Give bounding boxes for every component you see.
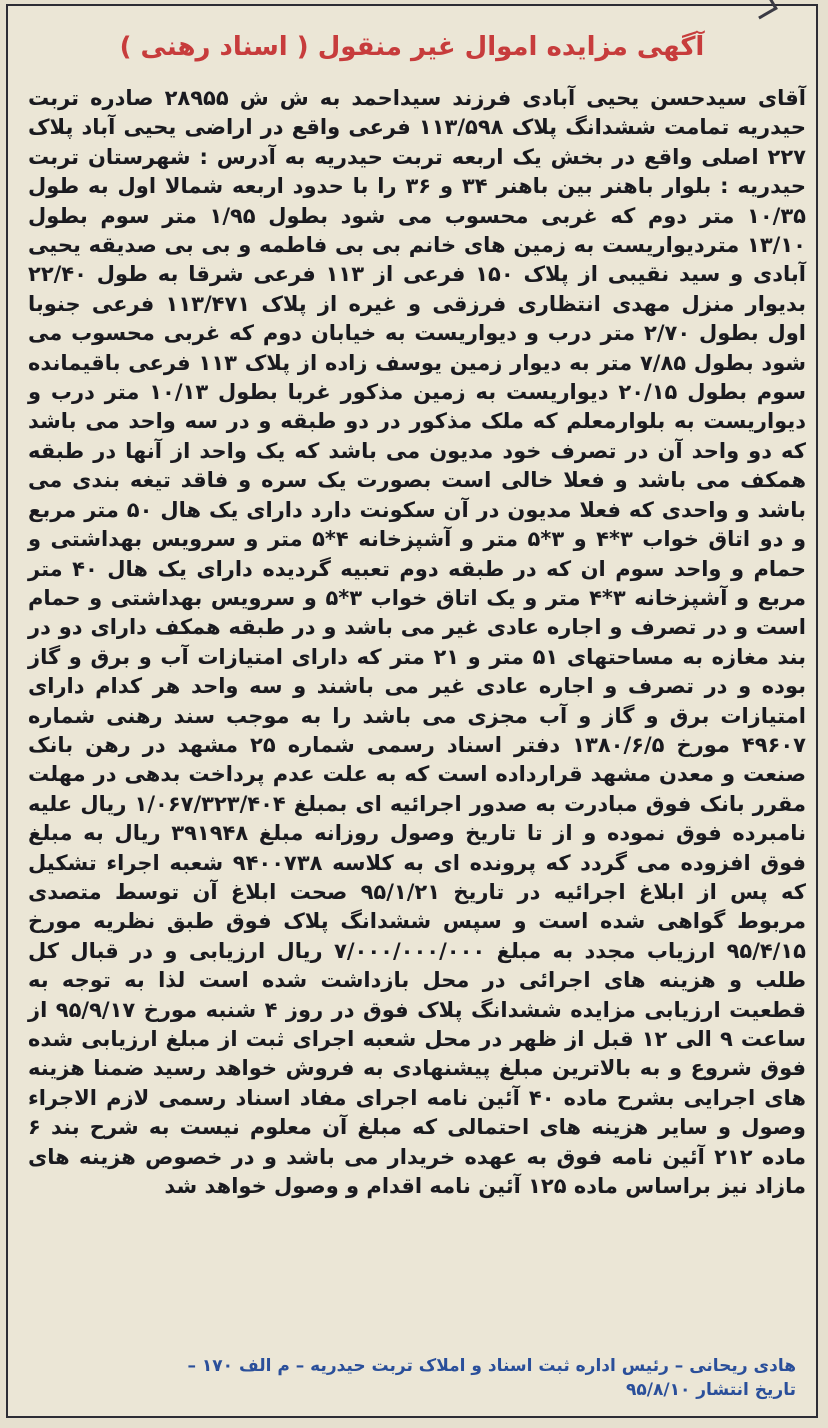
publish-date: تاریخ انتشار ۹۵/۸/۱۰ (626, 1380, 796, 1400)
notice-title: آگهی مزایده اموال غیر منقول ( اسناد رهنی ) (119, 32, 705, 62)
signature-line: هادی ریحانی – رئیس اداره ثبت اسناد و املاک تربت حیدریه – م الف ۱۷۰ – (187, 1356, 796, 1376)
newspaper-clipping (6, 4, 818, 1418)
corner-pen-mark (753, 0, 778, 19)
notice-body: آقای سیدحسن یحیی آبادی فرزند سیداحمد به ش ش ۲۸۹۵۵ صادره تربت حیدریه تمامت ششدانگ پلاک ۱۱۳/۵۹۸ فرعی واقع در اراضی یحیی آباد پلاک ۲۲۷ اصلی واقع در بخش یک اربعه تربت حیدریه به آدرس : شهرستان تربت حیدریه : بلوار باهنر بین باهنر ۳۴ و ۳۶ را با حدود اربعه شمالا اول به طول ۱۰/۳۵ متر دوم که غربی محسوب می شود بطول ۱/۹۵ متر سوم بطول ۱۳/۱۰ متردیواریست به زمین های خانم بی بی فاطمه و بی بی صدیقه یحیی آبادی و سید نقیبی از پلاک ۱۵۰ فرعی از ۱۱۳ فرعی شرقا به طول ۲۲/۴۰ بدیوار منزل مهدی انتظاری فرزقی و غیره از پلاک ۱۱۳/۴۷۱ فرعی جنوبا اول بطول ۲/۷۰ متر درب و دیواریست به خیابان دوم که غربی محسوب می شود بطول ۷/۸۵ متر به دیوار زمین یوسف زاده از پلاک ۱۱۳ فرعی باقیمانده سوم بطول ۲۰/۱۵ دیواریست به زمین مذکور غربا بطول ۱۰/۱۳ متر درب و دیواریست به بلوارمعلم که ملک مذکور در دو طبقه و در سه واحد می باشد که دو واحد آن در تصرف خود مدیون می باشد که یک واحد از آنها در طبقه همکف می باشد و فعلا خالی است بصورت یک سره و فاقد تیغه بندی می باشد و واحدی که فعلا مدیون در آن سکونت دارد دارای یک هال ۵۰ متر مربع و دو اتاق خواب ۳*۴ و ۳*۵ متر و آشپزخانه ۴*۵ متر و سرویس بهداشتی و حمام و واحد سوم ان که در طبقه دوم تعبیه گردیده دارای یک هال ۴۰ متر مربع و آشپزخانه ۳*۴ متر و یک اتاق خواب ۳*۵ و سرویس بهداشتی و حمام است و در تصرف و اجاره عادی غیر می باشد و در طبقه همکف دارای دو در بند مغازه به مساحتهای ۵۱ متر و ۲۱ متر که دارای امتیازات آب و برق و گاز بوده و در تصرف و اجاره عادی غیر می باشند و سه واحد هر کدام دارای امتیازات برق و گاز و آب مجزی می باشد را به موجب سند رهنی شماره ۴۹۶۰۷ مورخ ۱۳۸۰/۶/۵ دفتر اسناد رسمی شماره ۲۵ مشهد در رهن بانک صنعت و معدن مشهد قرارداده است که به علت عدم پرداخت بدهی در مهلت مقرر بانک فوق مبادرت به صدور اجرائیه ای بمبلغ ۱/۰۶۷/۳۲۳/۴۰۴ ریال علیه نامبرده فوق نموده و از تا تاریخ وصول روزانه مبلغ ۳۹۱۹۴۸ ریال به مبلغ فوق افزوده می گردد که پرونده ای به کلاسه ۹۴۰۰۷۳۸ شعبه اجراء تشکیل که پس از ابلاغ اجرائیه در تاریخ ۹۵/۱/۲۱ صحت ابلاغ آن توسط متصدی مربوط گواهی شده است و سپس ششدانگ پلاک فوق طبق نظریه مورخ ۹۵/۴/۱۵ ارزیاب مجدد به مبلغ ۷/۰۰۰/۰۰۰/۰۰۰ ریال ارزیابی و در قبال کل طلب و هزینه های اجرائی در محل بازداشت شده است لذا به توجه به قطعیت ارزیابی مزایده ششدانگ پلاک فوق در روز ۴ شنبه مورخ ۹۵/۹/۱۷ از ساعت ۹ الی ۱۲ قبل از ظهر در محل شعبه اجرای ثبت از مبلغ ارزیابی شده فوق شروع و به بالاترین مبلغ پیشنهادی به فروش خواهد رسید ضمنا هزینه های اجرایی بشرح ماده ۴۰ آئین نامه اجرای مفاد اسناد رسمی لازم الاجراء وصول و سایر هزینه های احتمالی که مبلغ آن معلوم نیست به شرح بند ۶ ماده ۲۱۲ آئین نامه فوق به عهده خریدار می باشد و در خصوص هزینه های مازاد نیز براساس ماده ۱۲۵ آئین نامه اقدام و وصول خواهد شد (28, 86, 807, 1199)
notice-footer (16, 1354, 796, 1402)
